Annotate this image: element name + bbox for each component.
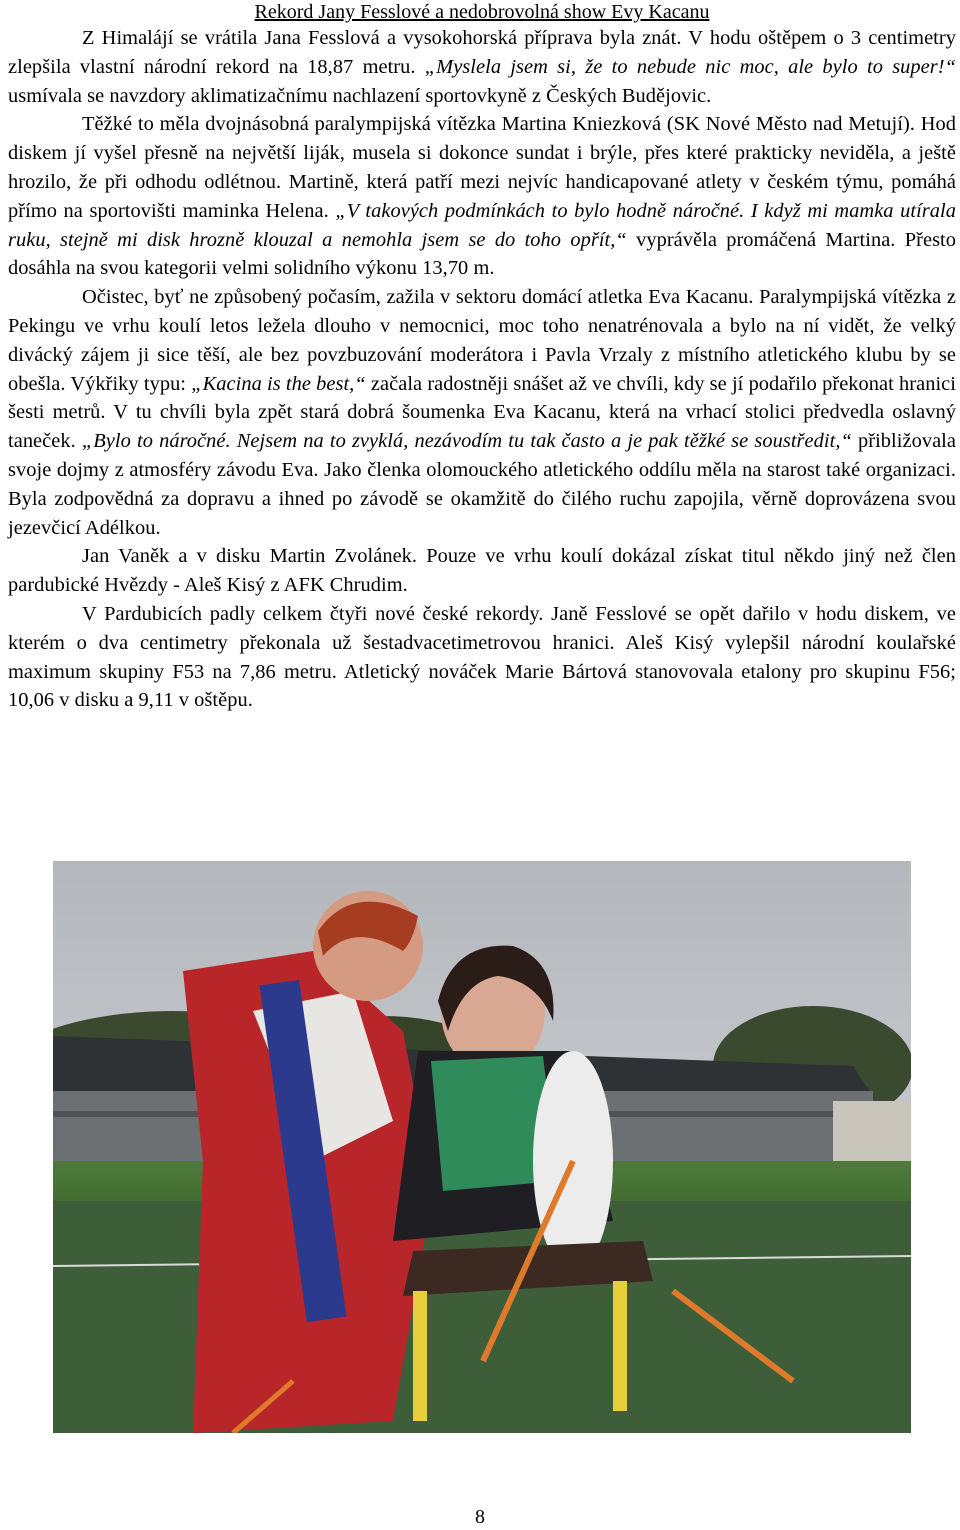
article-paragraph bbox=[8, 110, 956, 283]
paragraph-text: Jan Vaněk a v disku Martin Zvolánek. Pouze ve vrhu koulí dokázal získat titul někdo jiný než člen pardubické Hvězdy - Aleš Kisý z AFK Chrudim. bbox=[8, 545, 956, 597]
article-paragraph bbox=[8, 283, 956, 542]
paragraph-text: přibližovala svoje dojmy z atmosféry závodu Eva. Jako členka olomouckého atletického oddílu měla na starost také organizaci. Byla zodpovědná za dopravu a ihned po závodě se okamžitě do čilého ruchu zapojila, věrně doprovázena svou jezevčicí Adélkou. bbox=[8, 430, 956, 539]
article-paragraph bbox=[8, 24, 956, 110]
paragraph-text: začala radostněji snášet až ve chvíli, kdy se jí podařilo překonat hranici šesti metrů. V tu chvíli byla zpět stará dobrá šoumenka Eva Kacanu, která na vrhací stolici předvedla oslavný taneček. bbox=[8, 372, 956, 453]
quote-text: „Bylo to náročné. Nejsem na to zvyklá, nezávodím tu tak často a je pak těžké se soustředit,“ bbox=[81, 430, 852, 453]
paragraph-text: V Pardubicích padly celkem čtyři nové české rekordy. Janě Fesslové se opět dařilo v hodu diskem, ve kterém o dva centimetry překonala už šestadvacetimetrovou hranici. Aleš Kisý vylepšil národní koulařské maximum skupiny F53 na 7,86 metru. Atletický nováček Marie Bártová stanovovala etalony pro skupinu F56; 10,06 v disku a 9,11 v oštěpu. bbox=[8, 602, 956, 712]
paragraph-text: vyprávěla promáčená Martina. Přesto dosáhla na svou kategorii velmi solidního výkonu 13,70 m. bbox=[8, 228, 957, 280]
paragraph-text: usmívala se navzdory aklimatizačnímu nachlazení sportovkyně z Českých Budějovic. bbox=[8, 84, 712, 107]
article-body bbox=[8, 24, 956, 715]
article-photo bbox=[53, 861, 911, 1433]
article-title: Rekord Jany Fesslové a nedobrovolná show Evy Kacanu bbox=[254, 1, 710, 23]
quote-text: „Kacina is the best,“ bbox=[191, 372, 366, 395]
photo-scene bbox=[53, 861, 911, 1433]
quote-text: „Myslela jsem si, že to nebude nic moc, ale bylo to super!“ bbox=[424, 55, 956, 78]
article-paragraph bbox=[8, 600, 956, 715]
page-number: 8 bbox=[475, 1506, 485, 1528]
paragraph-text: Z Himalájí se vrátila Jana Fesslová a vysokohorská příprava byla znát. V hodu oštěpem o 3 centimetry zlepšila vlastní národní rekord na 18,87 metru. bbox=[8, 27, 956, 78]
article-paragraph bbox=[8, 542, 956, 600]
article bbox=[8, 0, 956, 715]
paragraph-text: Očistec, byť ne způsobený počasím, zažila v sektoru domácí atletka Eva Kacanu. Paralympijská vítězka z Pekingu ve vrhu koulí letos ležela dlouho v nemocnici, moc toho nenatrénovala a bylo na ní vidět, že velký divácký zájem ji sice těší, ale bez povzbuzování moderátora i Pavla Vrzaly z místního atletického klubu by se obešla. Výkřiky typu: bbox=[8, 286, 956, 395]
quote-text: „V takových podmínkách to bylo hodně náročné. I když mi mamka utírala ruku, stejně mi disk hrozně klouzal a nemohla jsem se do toho opřít,“ bbox=[8, 199, 957, 251]
paragraph-text: Těžké to měla dvojnásobná paralympijská vítězka Martina Kniezková (SK Nové Město nad Metují). Hod diskem jí vyšel přesně na největší liják, musela si dokonce sundat i brýle, přes které prakticky neviděla, a ještě hrozilo, že při odhodu odlétnou. Martině, která patří mezi nejvíc handicapované atlety v českém týmu, pomáhá přímo na sportovišti maminka Helena. bbox=[8, 113, 956, 222]
